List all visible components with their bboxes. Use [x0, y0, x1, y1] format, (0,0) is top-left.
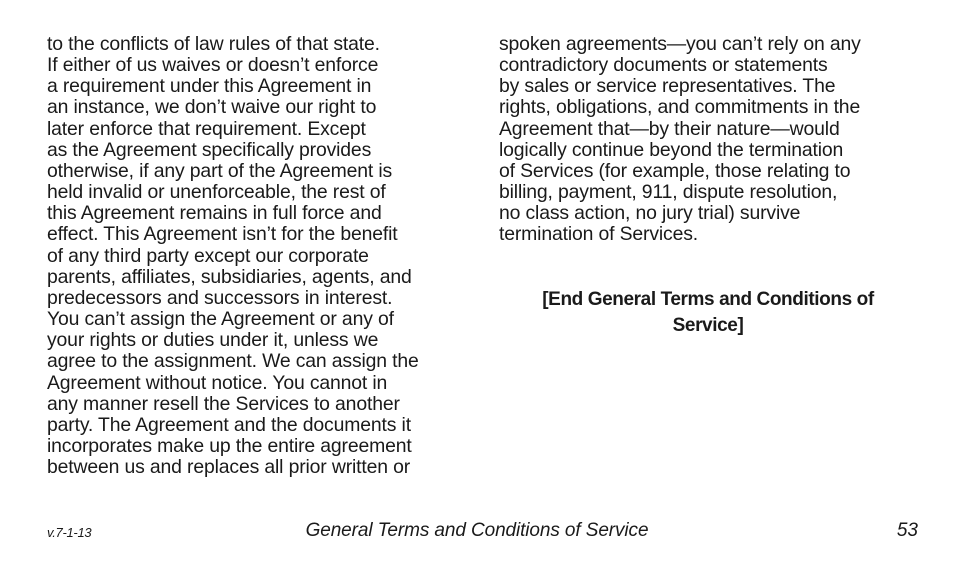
- body-text-line: this Agreement remains in full force and: [47, 202, 382, 225]
- end-of-section-note: [499, 287, 917, 339]
- body-text-line: as the Agreement specifically provides: [47, 138, 372, 161]
- body-text-line: parents, affiliates, subsidiaries, agents, and: [47, 265, 412, 288]
- body-text-line: party. The Agreement and the documents it: [47, 413, 411, 436]
- end-note-line: Service]: [672, 315, 744, 336]
- body-text-line: incorporates make up the entire agreement: [47, 434, 412, 457]
- body-text-line: Agreement without notice. You cannot in: [47, 371, 388, 394]
- body-text-line: your rights or duties under it, unless we: [47, 329, 379, 352]
- body-text-line: by sales or service representatives. The: [499, 75, 836, 98]
- body-text-line: predecessors and successors in interest.: [47, 286, 393, 309]
- body-text-line: logically continue beyond the termination: [499, 138, 844, 161]
- body-text-line: between us and replaces all prior written or: [47, 456, 411, 479]
- body-text-line: effect. This Agreement isn’t for the benefit: [47, 223, 398, 246]
- body-text-line: otherwise, if any part of the Agreement is: [47, 159, 393, 182]
- body-text-line: held invalid or unenforceable, the rest of: [47, 181, 386, 204]
- body-text-line: billing, payment, 911, dispute resolution,: [499, 181, 838, 204]
- body-text-line: contradictory documents or statements: [499, 54, 828, 77]
- body-text-line: rights, obligations, and commitments in the: [499, 96, 861, 119]
- body-text-line: of Services (for example, those relating to: [499, 159, 851, 182]
- footer-version: v.7-1-13: [47, 525, 92, 540]
- page-number: 53: [896, 520, 918, 541]
- body-text-line: spoken agreements—you can’t rely on any: [499, 33, 861, 55]
- right-text-column: [499, 34, 924, 246]
- body-text-line: If either of us waives or doesn’t enforce: [47, 54, 379, 77]
- footer-title: General Terms and Conditions of Service: [305, 520, 649, 541]
- body-text-line: a requirement under this Agreement in: [47, 75, 372, 98]
- body-text-line: later enforce that requirement. Except: [47, 117, 366, 140]
- body-text-line: Agreement that—by their nature—would: [499, 117, 840, 140]
- body-text-line: any manner resell the Services to another: [47, 392, 400, 415]
- end-note-line: [End General Terms and Conditions of: [542, 289, 874, 310]
- body-text-line: termination of Services.: [499, 223, 699, 246]
- body-text-line: of any third party except our corporate: [47, 244, 369, 267]
- body-text-line: to the conflicts of law rules of that state.: [47, 33, 380, 55]
- body-text-line: an instance, we don’t waive our right to: [47, 96, 377, 119]
- left-text-column: [47, 34, 472, 478]
- body-text-line: agree to the assignment. We can assign the: [47, 350, 419, 373]
- body-text-line: You can’t assign the Agreement or any of: [47, 308, 394, 331]
- body-text-line: no class action, no jury trial) survive: [499, 202, 801, 225]
